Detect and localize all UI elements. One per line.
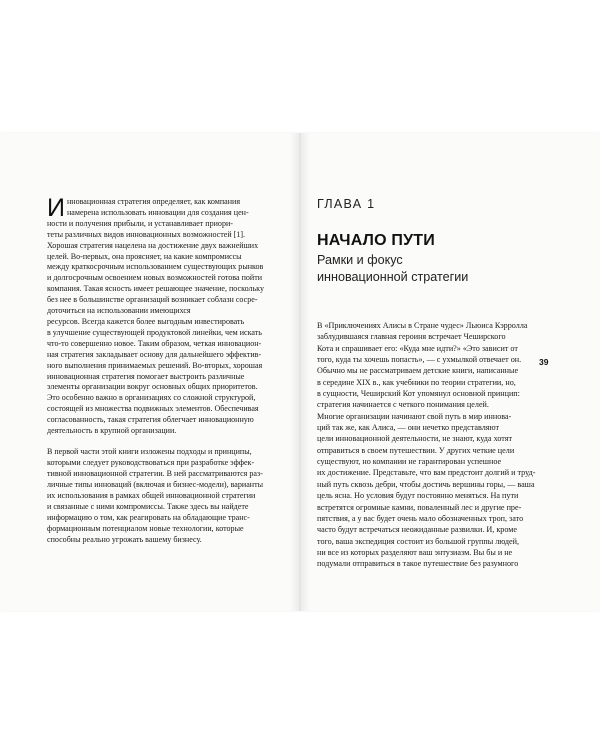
- right-paragraph-1: В «Приключениях Алисы в Стране чудес» Льюиса Кэрролла заблудившаяся главная героиня встречает Чеширского Кота и спрашивает его: «Куда мне идти?» «Это зависит от того, куда ты хочешь попасть», — с ухмылкой отвечает он. Обычно мы не рассматриваем детские книги, написанные в середине XIX в., как учебники по теории стратегии, но, в сущности, Чеширский Кот упомянул основной принцип: стратегия начинается с четкого понимания целей.: [317, 321, 528, 410]
- chapter-subtitle: Рамки и фокус инновационной стратегии: [317, 253, 469, 284]
- chapter-label: ГЛАВА 1: [317, 197, 376, 211]
- right-body: [317, 320, 559, 570]
- right-page: [317, 197, 559, 570]
- book-gutter: [290, 133, 310, 611]
- page-number: 39: [539, 357, 549, 367]
- left-page: [47, 194, 273, 546]
- book-spread: [0, 133, 600, 611]
- left-paragraph-2: В первой части этой книги изложены подходы и принципы, которыми следует руководствоваться при разработке эффек- тивной инновационной стратегии. В ней рассматриваются раз- личные типы инноваций (включая и бизнес-модели), варианты их использования в рамках общей инновационной стратегии и связанные с ними компромиссы. Также здесь вы найдете информацию о том, как реагировать на обладающие транс- формационным потенциалом новые технологии, которые способны реально угрожать вашему бизнесу.: [47, 447, 263, 544]
- left-paragraph-1: [47, 194, 273, 437]
- drop-cap: И: [47, 194, 65, 222]
- left-paragraph-1-text: нновационная стратегия определяет, как компания намерена использовать инновации для создания цен- ности и получения прибыли, и устанавливает приори- теты различных видов инновационных возможностей [1]. Хорошая стратегия нацелена на достижение двух важнейших целей. Во-первых, она проясняет, на какие компромиссы между краткосрочным использованием существующих рынков и долгосрочным освоением новых возможностей готова пойти компания. Такая ясность имеет решающее значение, поскольку без нее в большинстве организаций возникает соблазн сосре- доточиться на использовании имеющихся ресурсов. Всегда кажется более выгодным инвестировать в улучшение существующей продуктовой линейки, чем искать что-то совершенно новое. Таким образом, четкая инновацион- ная стратегия закладывает основу для дальнейшего эффектив- ного выполнения принимаемых решений. Во-вторых, хорошая инновационная стратегия помогает выстроить различные элементы организации вокруг основных общих приоритетов. Это особенно важно в организациях со сложной структурой, состоящей из множества подвижных элементов. Обеспечивая согласованность, такая стратегия облегчает инновационную деятельность в крупной организации.: [47, 197, 264, 436]
- right-paragraph-2: Многие организации начинают свой путь в мир иннова- ций так же, как Алиса, — они нечетко представляют цели инновационной деятельности, не знают, куда хотят отправиться в своем путешествии. У других четкие цели существуют, но компании не гарантирован успешное их достижение. Представьте, что вам предстоит долгий и труд- ный путь сквозь дебри, чтобы достичь вершины горы, — ваша цель ясна. Но условия будут постоянно меняться. На пути встретятся огромные камни, поваленный лес и другие пре- пятствия, а у вас будет очень мало обозначенных троп, зато часто будут встречаться неожиданные развилки. И, кроме того, ваша экспедиция состоит из большой группы людей, ни все из которых разделяют ваш энтузиазм. Вы бы и не подумали отправиться в такое путешествие без разумного: [317, 411, 536, 569]
- chapter-title: НАЧАЛО ПУТИ: [317, 232, 435, 249]
